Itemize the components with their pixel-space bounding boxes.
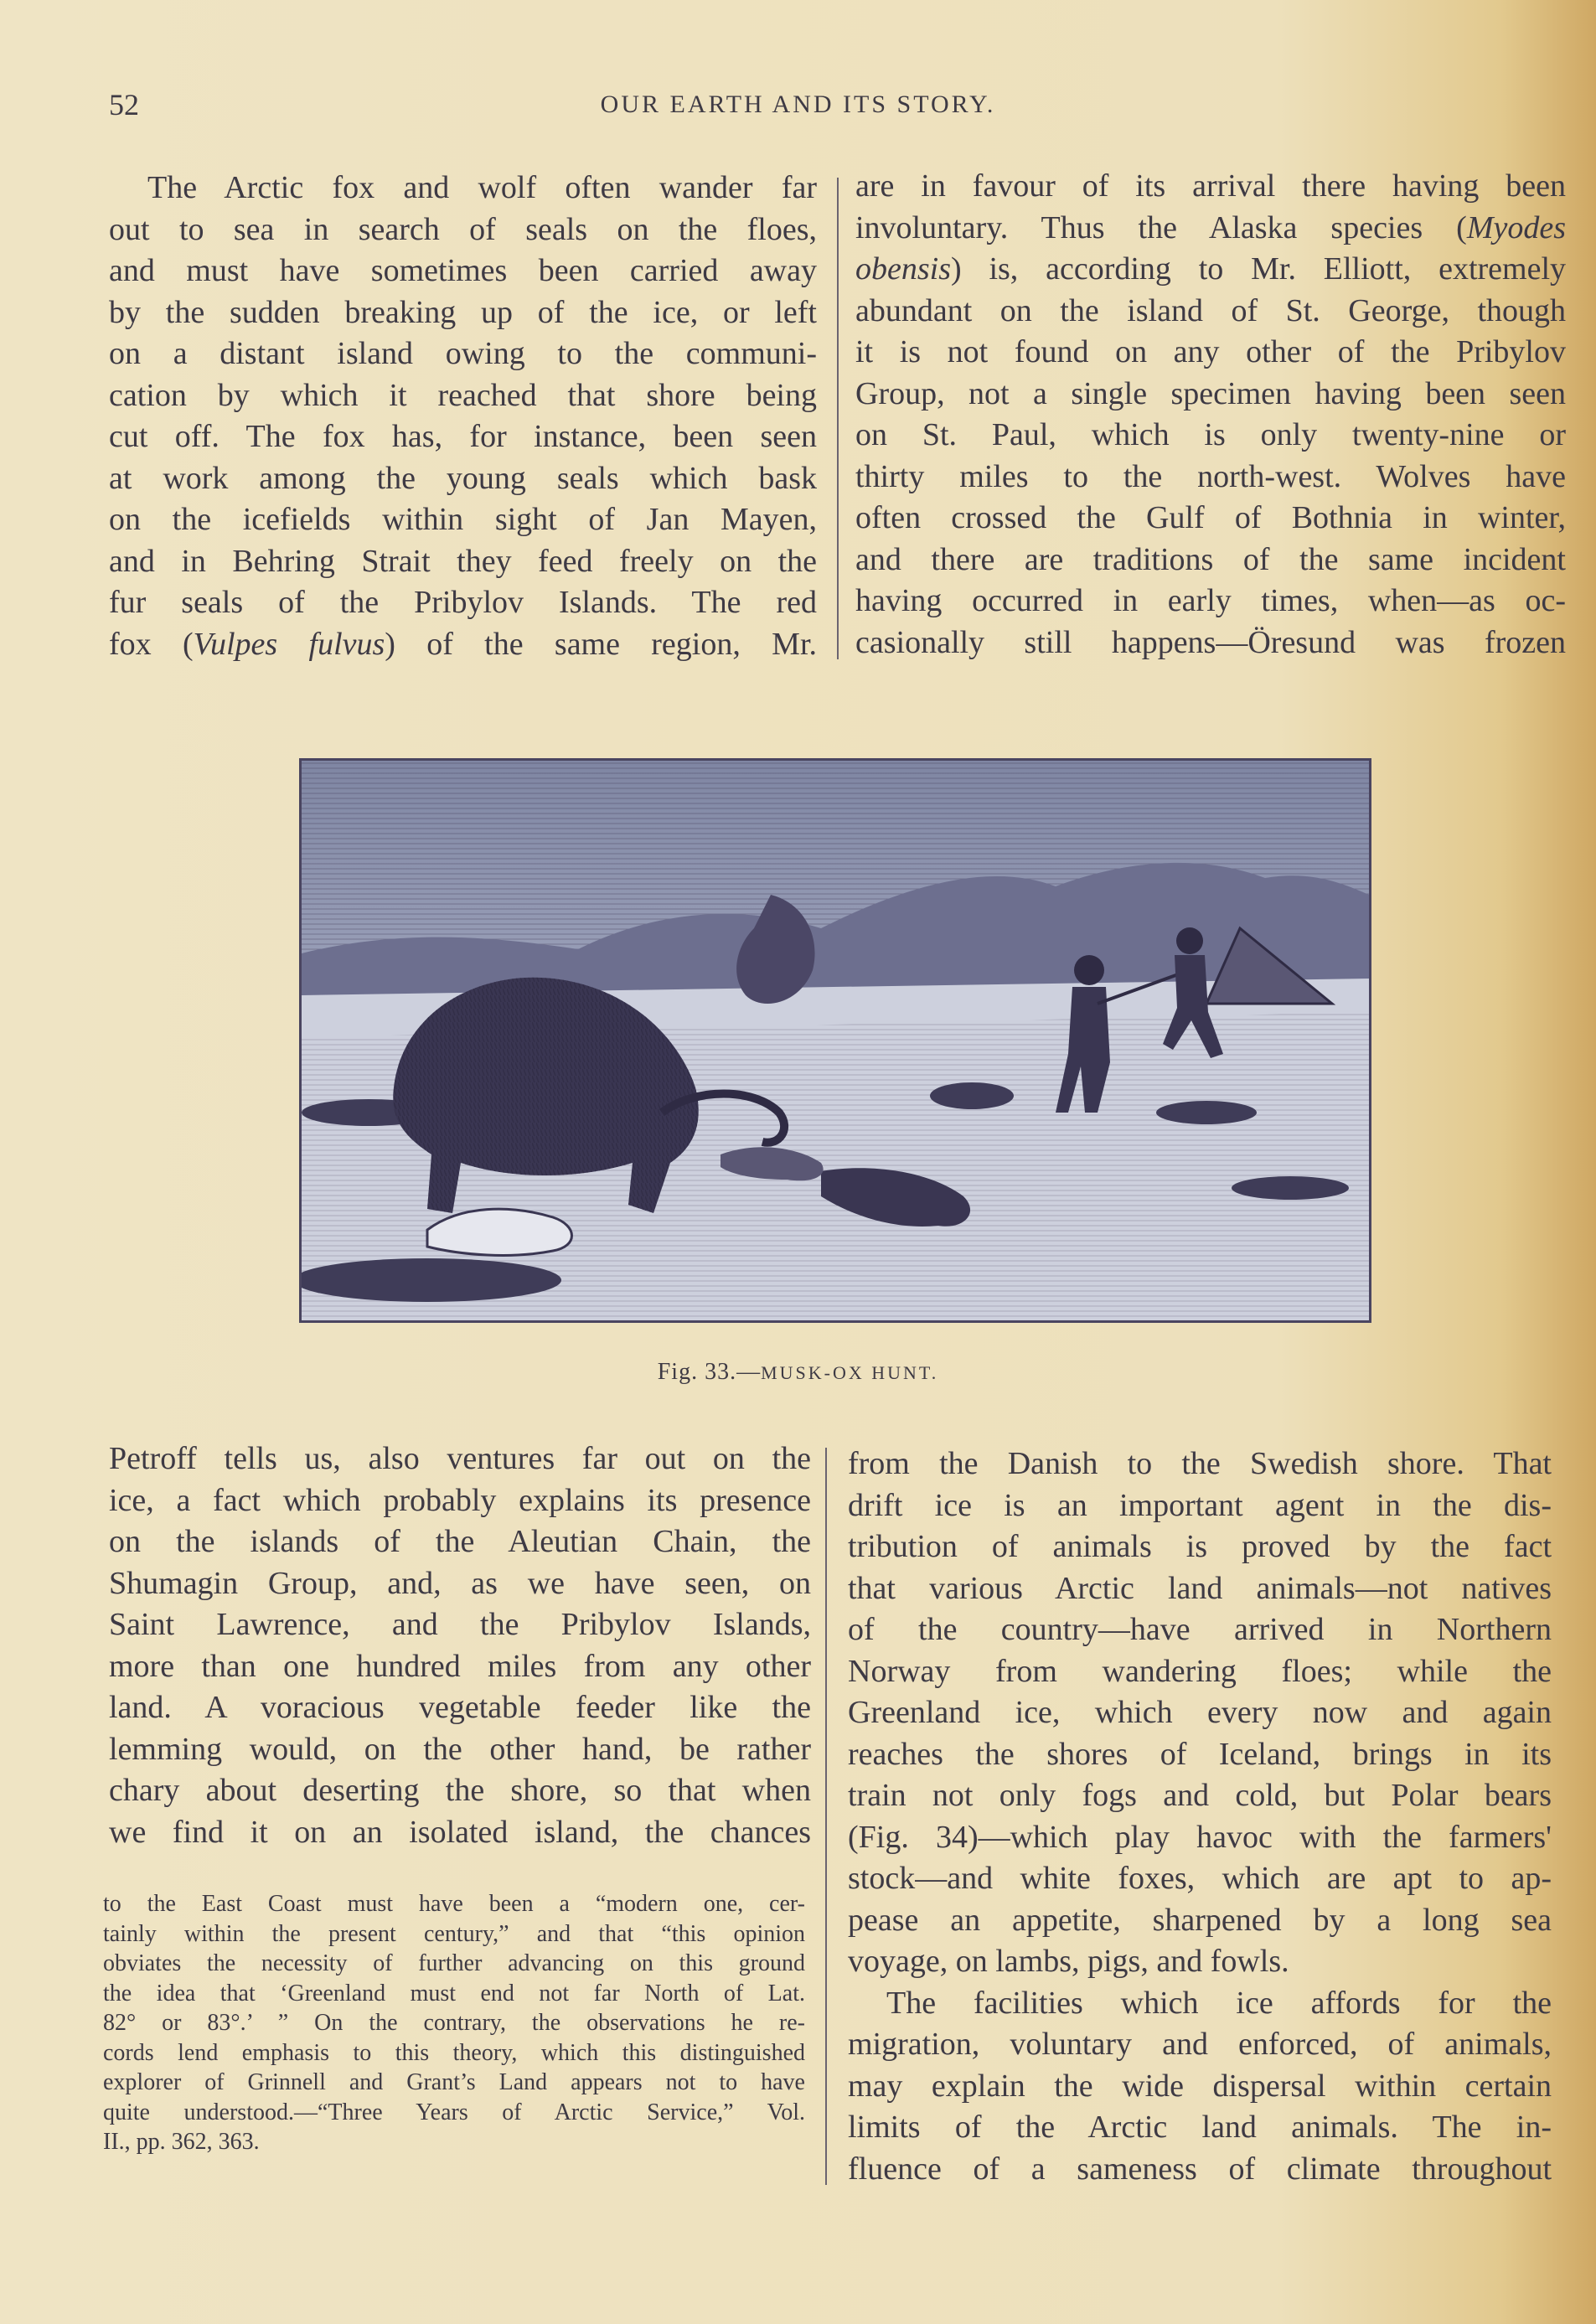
text-line-last — [109, 624, 817, 666]
text-line: Saint Lawrence, and the Pribylov Islands, — [109, 1607, 811, 1642]
text-column-bottom-left — [109, 1438, 811, 1853]
text-line: it is not found on any other of the Pribylov — [855, 334, 1566, 369]
text-line: pease an appetite, sharpened by a long sea — [848, 1902, 1552, 1938]
text-line: Greenland ice, which every now and again — [848, 1695, 1552, 1730]
footnote-line: the idea that ‘Greenland must end not far North of Lat. — [103, 1980, 805, 2006]
footnote-line: 82° or 83°.’ ” On the contrary, the observations he re- — [103, 2010, 805, 2036]
text-line: more than one hundred miles from any other — [109, 1648, 811, 1684]
text-column-top-left — [109, 168, 817, 665]
running-title: OUR EARTH AND ITS STORY. — [600, 90, 996, 118]
text-line: fur seals of the Pribylov Islands. The red — [109, 585, 817, 620]
text-line: casionally still happens—Öresund was frozen — [855, 624, 1566, 660]
text-line — [855, 208, 1566, 250]
figure-caption — [0, 1359, 1596, 1386]
text-line: fluence of a sameness of climate throughout — [848, 2151, 1552, 2187]
text-line: drift ice is an important agent in the dis- — [848, 1487, 1552, 1523]
text-line: (Fig. 34)—which play havoc with the farmers' — [848, 1819, 1552, 1855]
text-fragment: ) of the same region, Mr. — [385, 626, 817, 662]
column-rule — [825, 1448, 827, 2185]
species-name: Myodes — [1466, 209, 1566, 245]
footnote-line: cords lend emphasis to this theory, which this distinguished — [103, 2039, 805, 2066]
rock — [1156, 1101, 1257, 1124]
text-column-bottom-right — [848, 1443, 1552, 2190]
species-name: obensis — [855, 251, 951, 287]
caption-prefix: Fig. 33.— — [657, 1359, 762, 1385]
rock — [1232, 1176, 1349, 1200]
species-name: Vulpes fulvus — [193, 626, 385, 662]
text-line: tribution of animals is proved by the fact — [848, 1529, 1552, 1564]
text-line: having occurred in early times, when—as oc- — [855, 583, 1566, 618]
text-line: by the sudden breaking up of the ice, or left — [109, 294, 817, 330]
text-line: abundant on the island of St. George, though — [855, 292, 1566, 328]
text-line: migration, voluntary and enforced, of animals, — [848, 2027, 1552, 2062]
footnote-line: II., pp. 362, 363. — [103, 2129, 260, 2155]
text-line: we find it on an isolated island, the chances — [109, 1814, 811, 1850]
figure-illustration — [299, 758, 1371, 1323]
text-line: and there are traditions of the same incident — [855, 541, 1566, 577]
text-line: of the country—have arrived in Northern — [848, 1612, 1552, 1647]
text-line: ice, a fact which probably explains its presence — [109, 1482, 811, 1518]
text-line: reaches the shores of Iceland, brings in its — [848, 1736, 1552, 1772]
text-line: that various Arctic land animals—not natives — [848, 1570, 1552, 1606]
text-fragment: fox ( — [109, 626, 194, 662]
text-line: lemming would, on the other hand, be rather — [109, 1731, 811, 1767]
footnote — [103, 1889, 805, 2157]
footnote-line: obviates the necessity of further advancing on this ground — [103, 1950, 805, 1976]
text-line: may explain the wide dispersal within certain — [848, 2068, 1552, 2104]
text-line: Group, not a single specimen having been seen — [855, 375, 1566, 411]
text-line: The Arctic fox and wolf often wander far — [147, 170, 817, 205]
rock — [302, 1258, 561, 1302]
text-line: on the islands of the Aleutian Chain, the — [109, 1524, 811, 1559]
musk-ox-hunt-engraving — [302, 761, 1369, 1320]
text-line: Petroff tells us, also ventures far out on the — [109, 1441, 811, 1476]
text-line: Norway from wandering floes; while the — [848, 1653, 1552, 1689]
text-line: and must have sometimes been carried away — [109, 253, 817, 288]
rock — [930, 1082, 1014, 1109]
text-line: on a distant island owing to the communi- — [109, 336, 817, 371]
text-line: The facilities which ice affords for the — [886, 1985, 1552, 2021]
text-line: cation by which it reached that shore being — [109, 377, 817, 413]
page-number: 52 — [109, 88, 139, 121]
text-line: cut off. The fox has, for instance, been seen — [109, 419, 817, 454]
text-line: land. A voracious vegetable feeder like the — [109, 1690, 811, 1725]
text-line: are in favour of its arrival there having been — [855, 168, 1566, 204]
text-line: on the icefields within sight of Jan Mayen, — [109, 502, 817, 537]
text-line — [855, 249, 1566, 291]
text-line: often crossed the Gulf of Bothnia in winter, — [855, 500, 1566, 535]
text-line: and in Behring Strait they feed freely on the — [109, 543, 817, 579]
text-line: from the Danish to the Swedish shore. That — [848, 1446, 1552, 1481]
footnote-line: explorer of Grinnell and Grant’s Land appears not to have — [103, 2069, 805, 2095]
text-line: on St. Paul, which is only twenty-nine or — [855, 417, 1566, 452]
text-fragment: involuntary. Thus the Alaska species ( — [855, 209, 1467, 245]
footnote-line: quite understood.—“Three Years of Arctic Service,” Vol. — [103, 2099, 805, 2125]
text-line: train not only fogs and cold, but Polar bears — [848, 1778, 1552, 1813]
column-rule — [837, 178, 839, 659]
text-line: limits of the Arctic land animals. The in- — [848, 2110, 1552, 2145]
text-fragment: ) is, according to Mr. Elliott, extremely — [951, 251, 1566, 287]
text-line: Shumagin Group, and, as we have seen, on — [109, 1565, 811, 1601]
text-line: stock—and white foxes, which are apt to ap- — [848, 1861, 1552, 1896]
text-line: at work among the young seals which bask — [109, 460, 817, 496]
text-column-top-right — [855, 166, 1566, 664]
text-line: chary about deserting the shore, so that when — [109, 1773, 811, 1808]
text-line: thirty miles to the north-west. Wolves have — [855, 458, 1566, 494]
footnote-line: to the East Coast must have been a “modern one, cer- — [103, 1891, 805, 1917]
text-line: voyage, on lambs, pigs, and fowls. — [848, 1944, 1289, 1979]
footnote-line: tainly within the present century,” and that “this opinion — [103, 1920, 805, 1947]
text-line: out to sea in search of seals on the floes, — [109, 211, 817, 247]
caption-title: MUSK-OX HUNT. — [761, 1362, 939, 1383]
